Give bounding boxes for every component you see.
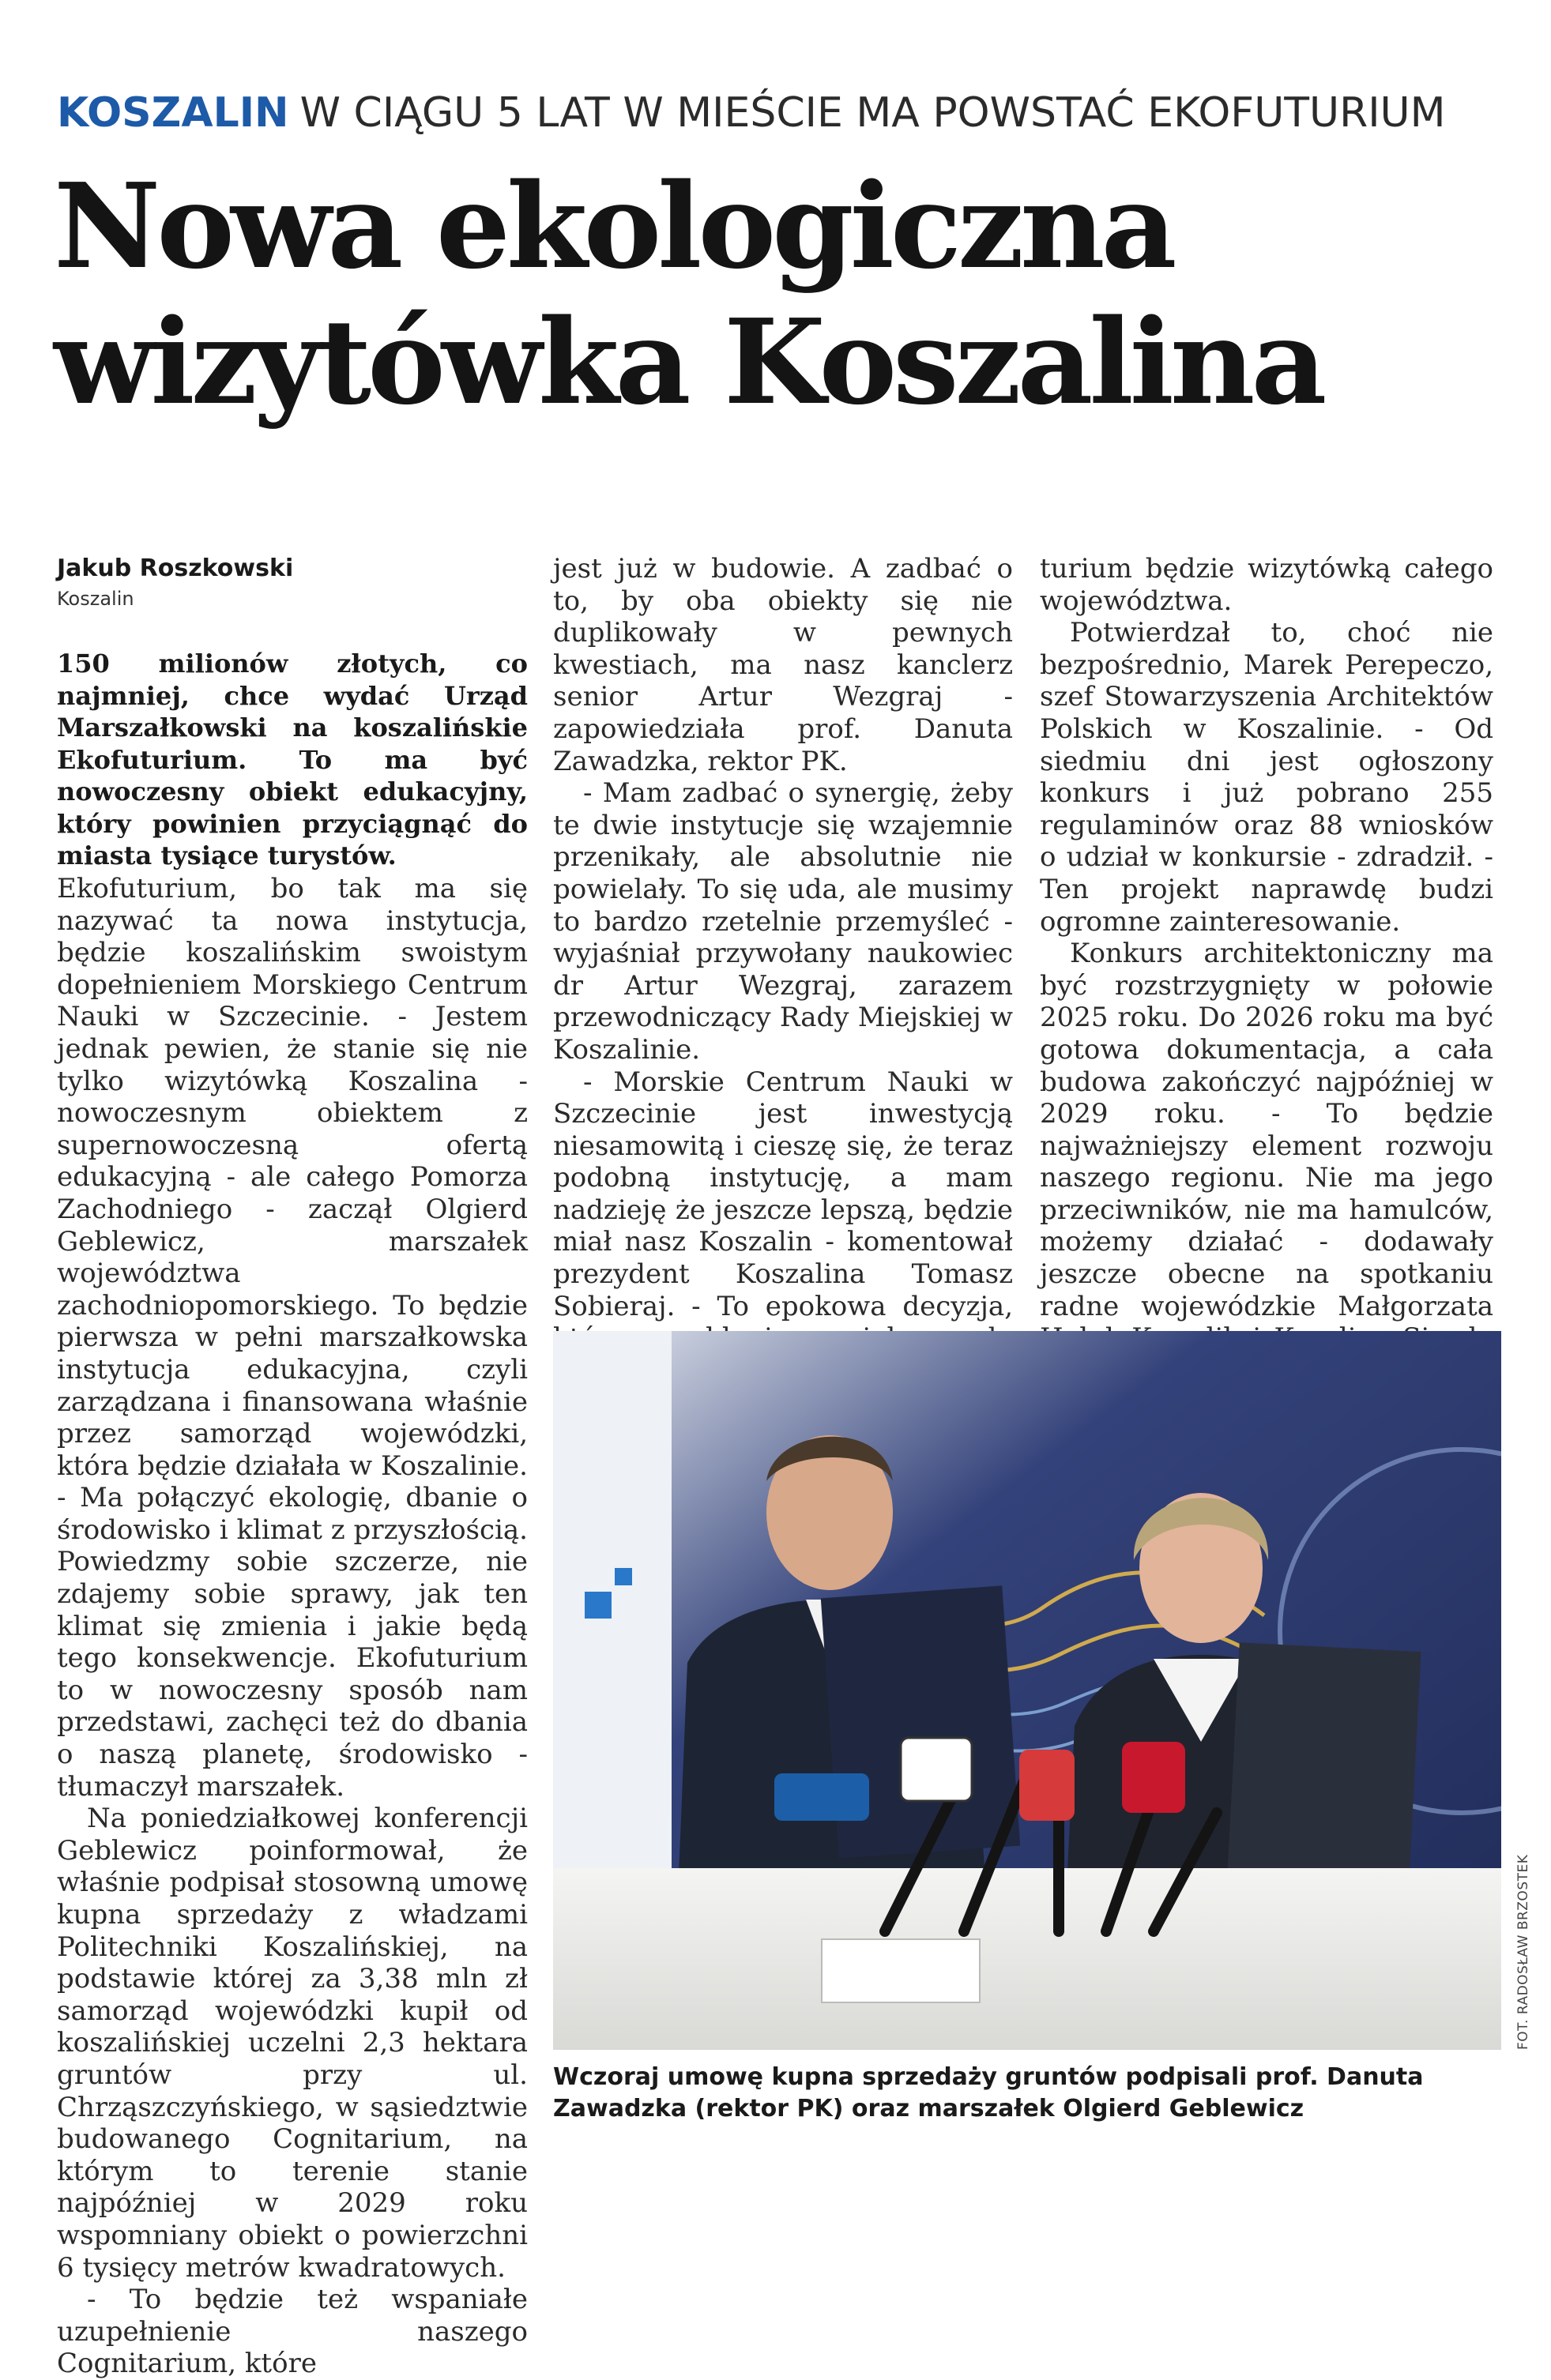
paragraph: turium będzie wizytówką całego województwa. xyxy=(1040,553,1493,617)
paragraph: Na poniedziałkowej konferencji Geblewicz poinformował, że właśnie podpisał stosowną umowę kupna sprzedaży z władzami Politechniki Koszalińskiej, na podstawie której za 3,38 mln zł samorząd wojewódzki kupił od koszalińskiej uczelni 2,3 hektara gruntów przy ul. Chrząszczyńskiego, w sąsiedztwie budowanego Cognitarium, na którym to terenie stanie najpóźniej w 2029 roku wspomniany obiekt o powierzchni 6 tysięcy metrów kwadratowych. xyxy=(57,1803,528,2284)
article-lead: 150 milionów złotych, co najmniej, chce wydać Urząd Marszałkowski na koszalińskie Ekofuturium. To ma być nowoczesny obiekt edukacyjny, który powinien przyciągnąć do miasta tysiące turystów. xyxy=(57,649,528,870)
author-location: Koszalin xyxy=(57,588,134,610)
kicker-topic: W CIĄGU 5 LAT W MIEŚCIE MA POWSTAĆ EKOFUTURIUM xyxy=(299,89,1446,137)
byline xyxy=(57,553,528,613)
press-conference-photo xyxy=(553,1331,1501,2050)
paragraph: - Morskie Centrum Nauki w Szczecinie jest inwestycją niesamowitą i cieszę się, że teraz podobną instytucję, a mam nadzieję że jeszcze lepszą, będzie miał nasz Koszalin - komentował prezydent Koszalina Tomasz Sobieraj. - To epokowa decyzja, xyxy=(553,1066,1013,1322)
paragraph: - To będzie też wspaniałe uzupełnienie naszego Cognitarium, które xyxy=(57,2284,528,2380)
headline-line-2: wizytówka Koszalina xyxy=(54,293,1323,431)
article-headline xyxy=(54,158,1508,430)
photo-credit: FOT. RADOSŁAW BRZOSTEK xyxy=(1515,1854,1531,2050)
paragraph: Konkurs architektoniczny ma być rozstrzygnięty w połowie 2025 roku. Do 2026 roku ma być gotowa dokumentacja, a cała budowa zakończyć najpóźniej w 2029 roku. - To będzie najważniejszy element rozwoju naszego regionu. Nie ma jego przeciwników, nie ma hamulców, możemy działać - dodawały jeszcze obecne na spotkaniu radne wojewódzkie Małgorzata xyxy=(1040,938,1493,1322)
paragraph: - Mam zadbać o synergię, żeby te dwie instytucje się wzajemnie przenikały, ale absolutnie nie powielały. To się uda, ale musimy to bardzo rzetelnie przemyśleć - wyjaśniał przywołany naukowiec dr Artur Wezgraj, zarazem przewodniczący Rady Miejskiej w Koszalinie. xyxy=(553,777,1013,1066)
article-kicker xyxy=(57,85,1503,141)
headline-line-1: Nowa ekologiczna xyxy=(54,157,1173,295)
kicker-location: KOSZALIN xyxy=(57,89,289,137)
article-column-3 xyxy=(1040,553,1493,1386)
paragraph: jest już w budowie. A zadbać o to, by oba obiekty się nie duplikowały w pewnych kwestiach, ma nasz kanclerz senior Artur Wezgraj - zapowiedziała prof. Danuta Zawadzka, rektor PK. xyxy=(553,553,1013,777)
article-column-2 xyxy=(553,553,1013,1419)
photo-caption: Wczoraj umowę kupna sprzedaży gruntów podpisali prof. Danuta Zawadzka (rektor PK) oraz marszałek Olgierd Geblewicz xyxy=(553,2063,1424,2122)
article-column-1 xyxy=(57,873,528,2380)
paragraph: Ekofuturium, bo tak ma się nazywać ta nowa instytucja, będzie koszalińskim swoistym dopełnieniem Morskiego Centrum Nauki w Szczecinie. - Jestem jednak pewien, że stanie się nie tylko wizytówką Koszalina - nowoczesnym obiektem z supernowoczesną ofertą edukacyjną - ale całego Pomorza Zachodniego - zaczął Olgierd Geblewicz, marszałek województwa zachodniopomorskiego. To będzie pierwsza w pełni marszałkowska instytucja edukacyjna, czyli zarządzana i finansowana właśnie przez samorząd wojewódzki, która będzie działała w Koszalinie. - Ma połączyć ekologię, dbanie o środowisko i klimat z przyszłością. Powiedzmy sobie szczerze, nie zdajemy sobie sprawy, jak ten klimat się zmienia i jakie będą tego konsekwencje. Ekofuturium to w nowoczesny sposób nam przedstawi, zachęci też do dbania o naszą planetę, środowisko - tłumaczył marszałek. xyxy=(57,873,528,1803)
paragraph: Potwierdzał to, choć nie bezpośrednio, Marek Perepeczo, szef Stowarzyszenia Architektów Polskich w Koszalinie. - Od siedmiu dni jest ogłoszony konkurs i już pobrano 255 regulaminów oraz 88 wniosków o udział w konkursie - zdradził. - Ten projekt naprawdę budzi ogromne zainteresowanie. xyxy=(1040,617,1493,938)
author-name: Jakub Roszkowski xyxy=(57,555,294,582)
